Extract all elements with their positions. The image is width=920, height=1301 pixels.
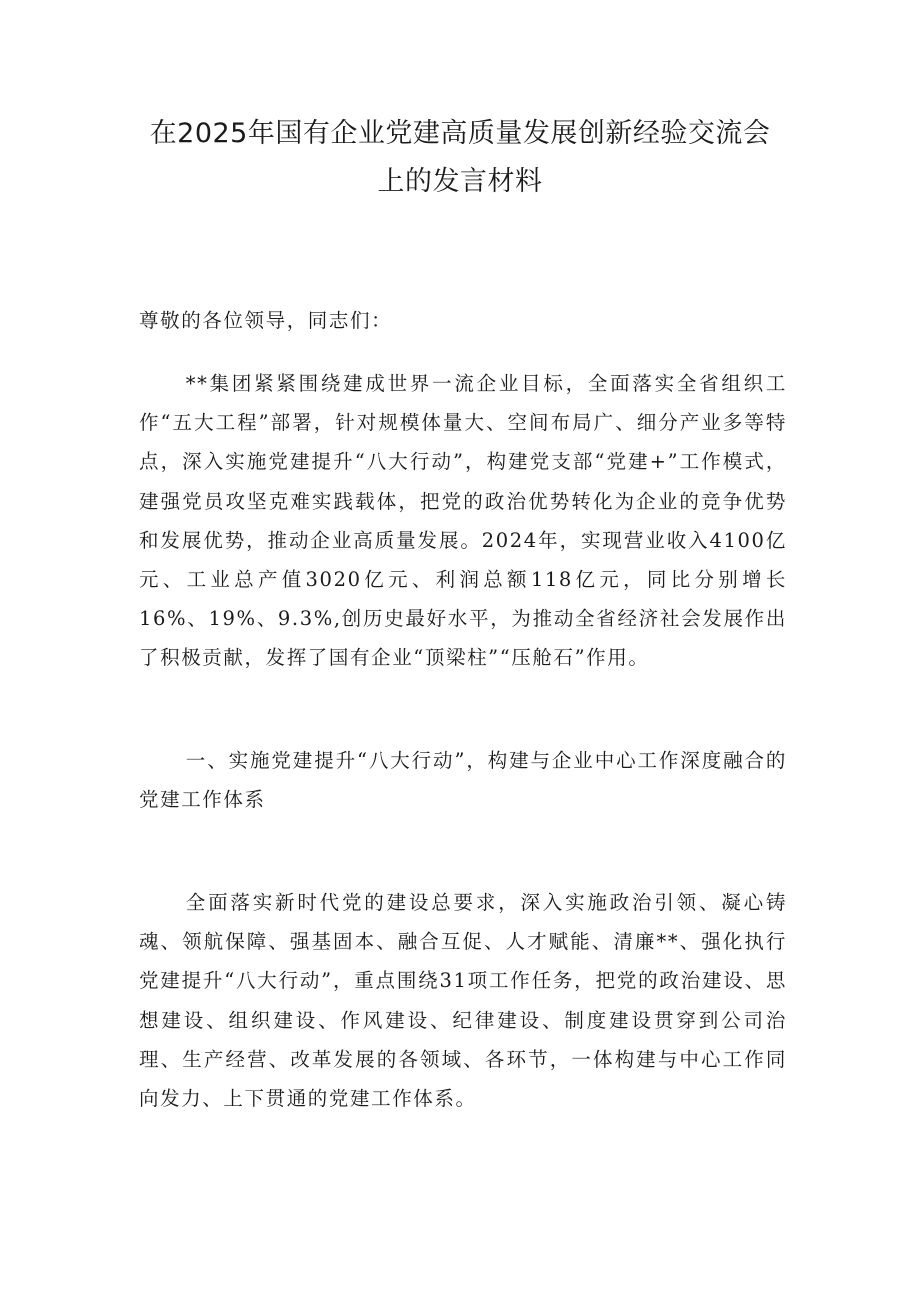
paragraph-intro: **集团紧紧围绕建成世界一流企业目标，全面落实全省组织工作“五大工程”部署，针对规模体量大、空间布局广、细分产业多等特点，深入实施党建提升“八大行动”，构建党支部“党建+”工作模式，建强党员攻坚克难实践载体，把党的政治优势转化为企业的竞争优势和发展优势，推动企业高质量发展。2024年，实现营业收入4100亿元、工业总产值3020亿元、利润总额118亿元，同比分别增长16%、19%、9.3%,创历史最好水平，为推动全省经济社会发展作出了积极贡献，发挥了国有企业“顶梁柱”“压舱石”作用。 <box>139 372 787 670</box>
section-heading-1: 一、实施党建提升“八大行动”，构建与企业中心工作深度融合的党建工作体系 <box>139 749 787 812</box>
salutation: 尊敬的各位领导，同志们： <box>139 309 393 332</box>
title-line-1: 在2025年国有企业党建高质量发展创新经验交流会 <box>149 118 771 149</box>
document-title <box>130 110 790 206</box>
title-line-2: 上的发言材料 <box>377 166 543 197</box>
paragraph-section-1: 全面落实新时代党的建设总要求，深入实施政治引领、凝心铸魂、领航保障、强基固本、融合互促、人才赋能、清廉**、强化执行党建提升“八大行动”，重点围绕31项工作任务，把党的政治建设、思想建设、组织建设、作风建设、纪律建设、制度建设贯穿到公司治理、生产经营、改革发展的各领域、各环节，一体构建与中心工作同向发力、上下贯通的党建工作体系。 <box>139 891 787 1111</box>
